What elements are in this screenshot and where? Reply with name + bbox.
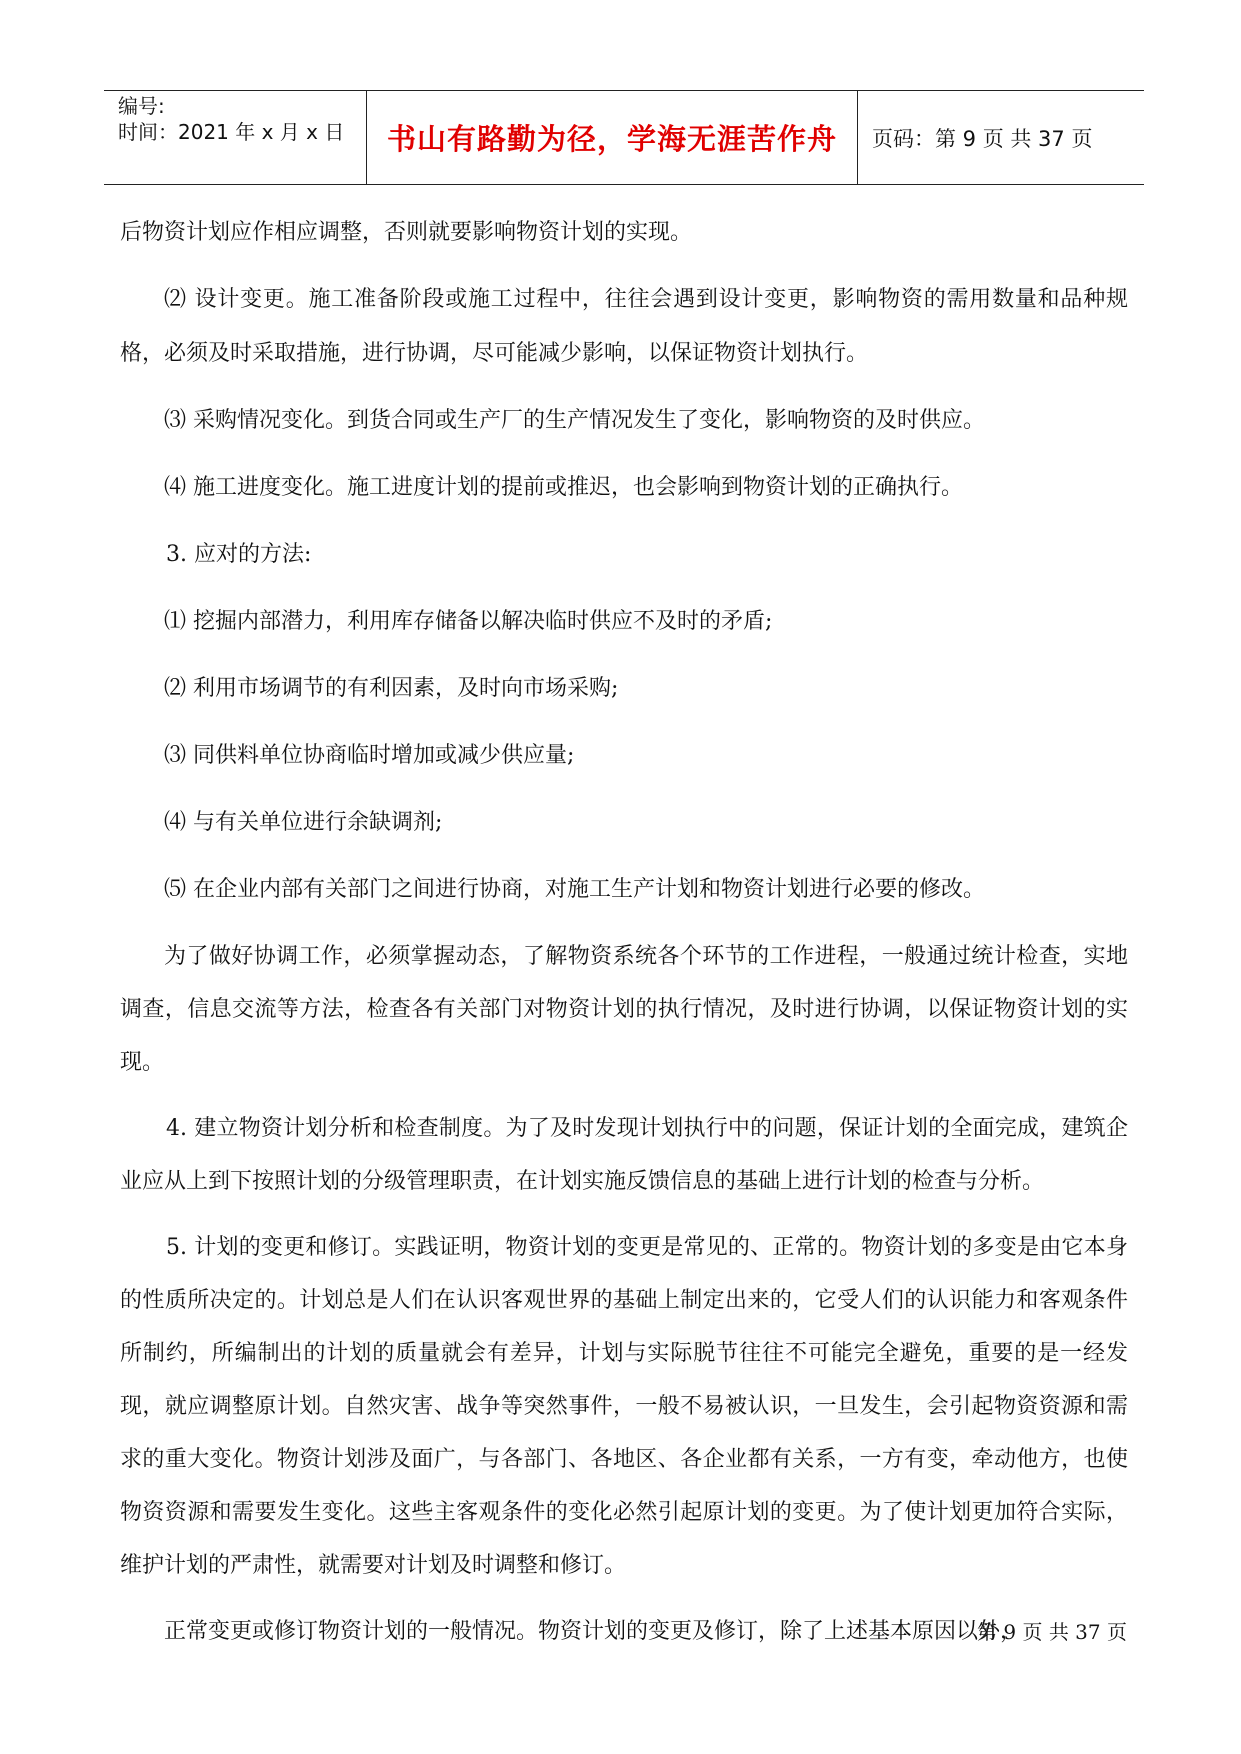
paragraph: ⑷ 与有关单位进行余缺调剂; (164, 810, 443, 835)
paragraph: 4. 建立物资计划分析和检查制度。为了及时发现计划执行中的问题，保证计划的全面完成，建筑企业应从上到下按照计划的分级管理职责，在计划实施反馈信息的基础上进行计划的检查与分析。 (120, 1116, 1128, 1194)
header-meta-cell (104, 91, 367, 184)
paragraph: 为了做好协调工作，必须掌握动态，了解物资系统各个环节的工作进程，一般通过统计检查，实地调查，信息交流等方法，检查各有关部门对物资计划的执行情况，及时进行协调，以保证物资计划的实现。 (120, 944, 1128, 1075)
paragraph: 正常变更或修订物资计划的一般情况。物资计划的变更及修订，除了上述基本原因以外， (164, 1619, 1023, 1644)
paragraph: 3. 应对的方法: (166, 542, 312, 567)
paragraph: ⑵ 设计变更。施工准备阶段或施工过程中，往往会遇到设计变更，影响物资的需用数量和品种规格，必须及时采取措施，进行协调，尽可能减少影响，以保证物资计划执行。 (120, 287, 1128, 366)
header-page-cell (858, 91, 1144, 184)
header-motto-cell (367, 91, 858, 184)
paragraph: 后物资计划应作相应调整，否则就要影响物资计划的实现。 (120, 220, 693, 245)
header-motto: 书山有路勤为径，学海无涯苦作舟 (386, 122, 837, 156)
page-header (104, 90, 1144, 185)
document-body (120, 206, 1128, 1671)
header-page-info: 页码：第 9 页 共 37 页 (872, 126, 1093, 151)
paragraph: ⑶ 采购情况变化。到货合同或生产厂的生产情况发生了变化，影响物资的及时供应。 (164, 408, 985, 433)
paragraph: ⑷ 施工进度变化。施工进度计划的提前或推迟，也会影响到物资计划的正确执行。 (164, 475, 963, 500)
paragraph: ⑶ 同供料单位协商临时增加或减少供应量; (164, 743, 575, 768)
paragraph: 5. 计划的变更和修订。实践证明，物资计划的变更是常见的、正常的。物资计划的多变是由它本身的性质所决定的。计划总是人们在认识客观世界的基础上制定出来的，它受人们的认识能力和客观条件所制约，所编制出的计划的质量就会有差异，计划与实际脱节往往不可能完全避免，重要的是一经发现，就应调整原计划。自然灾害、战争等突然事件，一般不易被认识，一旦发生，会引起物资资源和需求的重大变化。物资计划涉及面广，与各部门、各地区、各企业都有关系，一方有变，牵动他方，也使物资资源和需要发生变化。这些主客观条件的变化必然引起原计划的变更。为了使计划更加符合实际，维护计划的严肃性，就需要对计划及时调整和修订。 (120, 1235, 1128, 1578)
paragraph: ⑵ 利用市场调节的有利因素，及时向市场采购; (164, 676, 619, 701)
page-footer: 第 9 页 共 37 页 (977, 1620, 1127, 1644)
document-time-label: 时间：2021 年 x 月 x 日 (118, 120, 345, 144)
paragraph: ⑴ 挖掘内部潜力，利用库存储备以解决临时供应不及时的矛盾; (164, 609, 773, 634)
document-number-label: 编号: (118, 94, 165, 118)
paragraph: ⑸ 在企业内部有关部门之间进行协商，对施工生产计划和物资计划进行必要的修改。 (164, 877, 985, 902)
